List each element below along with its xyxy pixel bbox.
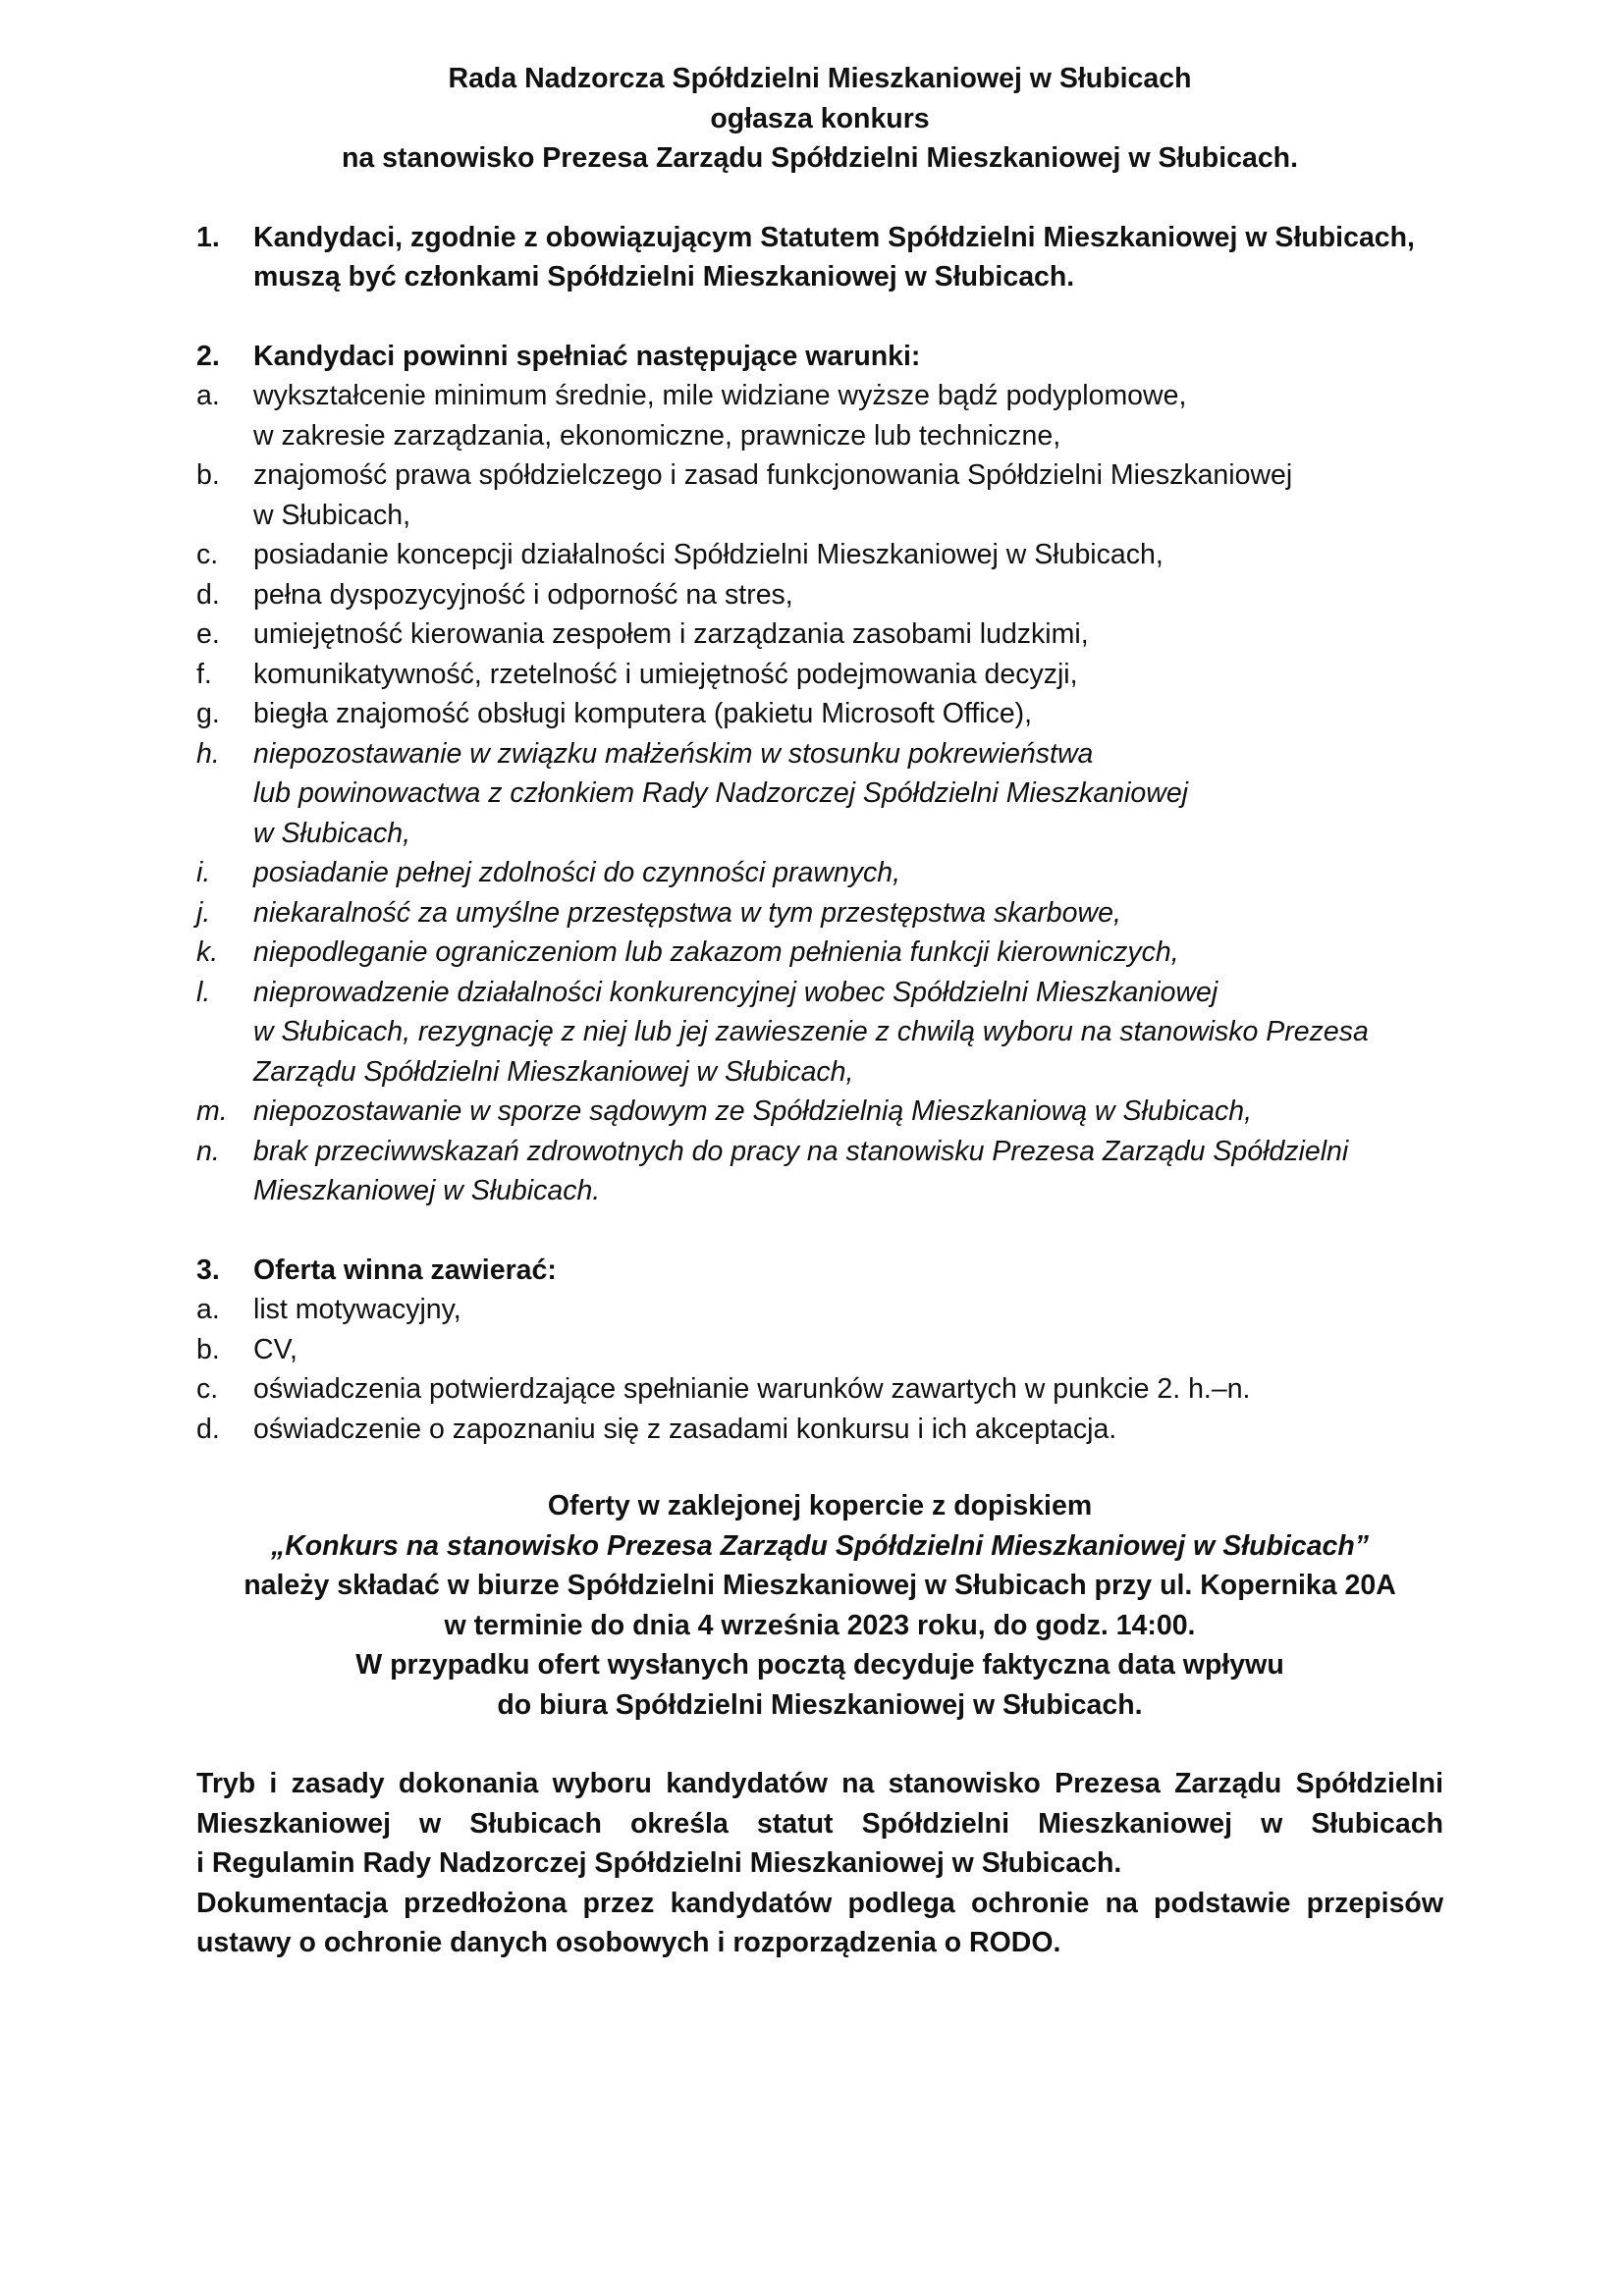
list-item <box>196 535 1443 575</box>
list-item <box>196 973 1443 1093</box>
list-item-marker: b. <box>196 1333 220 1365</box>
list-item-line: wykształcenie minimum średnie, mile widziane wyższe bądź podyplomowe, <box>253 380 1187 411</box>
list-item-marker: f. <box>196 658 212 690</box>
list-item-line: posiadanie pełnej zdolności do czynności prawnych, <box>253 857 901 888</box>
list-item-marker: l. <box>196 976 211 1008</box>
closing-line: Tryb i zasady dokonania wyboru kandydatów na stanowisko Prezesa Zarządu Spółdzielni <box>196 1768 1443 1799</box>
list-item-text <box>253 614 1443 655</box>
list-item <box>196 853 1443 893</box>
list-item-marker: a. <box>196 380 220 411</box>
heading-line-3: na stanowisko Prezesa Zarządu Spółdzielni Mieszkaniowej w Słubicach. <box>341 142 1299 174</box>
list-item-text <box>253 1132 1443 1211</box>
list-item <box>196 1290 1443 1330</box>
list-item-line: niepozostawanie w związku małżeńskim w stosunku pokrewieństwa <box>253 737 1094 770</box>
section-3-header <box>196 1251 1443 1291</box>
list-item-line: niekaralność za umyślne przestępstwa w tym przestępstwa skarbowe, <box>253 896 1121 929</box>
section-2-header <box>196 337 1443 377</box>
list-item-marker: h. <box>196 737 220 770</box>
list-item <box>196 1092 1443 1132</box>
list-item-text <box>253 694 1443 734</box>
list-item <box>196 893 1443 934</box>
list-item-text: list motywacyjny, <box>253 1294 461 1325</box>
list-item-line: niepodleganie ograniczeniom lub zakazom pełnienia funkcji kierowniczych, <box>253 936 1179 968</box>
list-item-line: niepozostawanie w sporze sądowym ze Spółdzielnią Mieszkaniową w Słubicach, <box>253 1095 1253 1127</box>
section-1-line-1: Kandydaci, zgodnie z obowiązującym Statutem Spółdzielni Mieszkaniowej w Słubicach, <box>253 221 1415 253</box>
list-item-marker: m. <box>196 1095 228 1127</box>
section-1 <box>196 218 1443 297</box>
list-item-marker: n. <box>196 1135 220 1167</box>
list-item-text <box>253 535 1443 575</box>
list-item-marker: c. <box>196 1373 219 1405</box>
list-item-line: biegła znajomość obsługi komputera (pakietu Microsoft Office), <box>253 698 1033 729</box>
section-2-title: Kandydaci powinni spełniać następujące warunki: <box>253 340 921 372</box>
heading-line-2: ogłasza konkurs <box>710 102 930 134</box>
list-item <box>196 1410 1443 1450</box>
list-item-line: w Słubicach, <box>253 499 410 531</box>
offers-line-5: W przypadku ofert wysłanych pocztą decyduje faktyczna data wpływu <box>355 1649 1284 1681</box>
list-item-marker: b. <box>196 459 220 491</box>
list-item-text <box>253 973 1443 1093</box>
list-item <box>196 614 1443 655</box>
section-2-list <box>196 376 1443 1211</box>
closing-line: ustawy o ochronie danych osobowych i rozporządzenia o RODO. <box>196 1927 1061 1958</box>
section-3-title: Oferta winna zawierać: <box>253 1254 557 1286</box>
list-item-line: w Słubicach, <box>253 817 410 849</box>
section-1-number: 1. <box>196 221 220 253</box>
section-3-number: 3. <box>196 1254 220 1286</box>
closing-line: i Regulamin Rady Nadzorczej Spółdzielni Mieszkaniowej w Słubicach. <box>196 1847 1122 1879</box>
list-item-line: nieprowadzenie działalności konkurencyjnej wobec Spółdzielni Mieszkaniowej <box>253 976 1218 1008</box>
list-item-text: oświadczenie o zapoznaniu się z zasadami konkursu i ich akceptacja. <box>253 1413 1117 1445</box>
list-item <box>196 1132 1443 1211</box>
offers-line-1: Oferty w zaklejonej kopercie z dopiskiem <box>547 1490 1093 1522</box>
list-item-text <box>253 1092 1443 1132</box>
heading-line-1: Rada Nadzorcza Spółdzielni Mieszkaniowej w Słubicach <box>448 63 1192 94</box>
list-item-marker: i. <box>196 857 211 888</box>
offers-block <box>196 1486 1443 1725</box>
list-item <box>196 734 1443 854</box>
section-3-list <box>196 1290 1443 1449</box>
list-item <box>196 655 1443 695</box>
list-item-marker: j. <box>196 896 211 929</box>
list-item-line: umiejętność kierowania zespołem i zarządzania zasobami ludzkimi, <box>253 618 1089 650</box>
list-item-marker: d. <box>196 1413 220 1445</box>
list-item <box>196 1330 1443 1370</box>
list-item-text <box>253 575 1443 615</box>
list-item-line: Zarządu Spółdzielni Mieszkaniowej w Słubicach, <box>253 1055 854 1088</box>
list-item-line: posiadanie koncepcji działalności Spółdzielni Mieszkaniowej w Słubicach, <box>253 539 1164 570</box>
list-item-marker: c. <box>196 539 219 570</box>
section-1-text <box>253 218 1443 297</box>
list-item-line: lub powinowactwa z członkiem Rady Nadzorczej Spółdzielni Mieszkaniowej <box>253 777 1189 809</box>
closing-line: Dokumentacja przedłożona przez kandydatów podlega ochronie na podstawie przepisów <box>196 1887 1443 1919</box>
offers-line-6: do biura Spółdzielni Mieszkaniowej w Słubicach. <box>497 1688 1143 1721</box>
list-item-text <box>253 455 1443 535</box>
list-item-line: komunikatywność, rzetelność i umiejętność podejmowania decyzji, <box>253 658 1078 690</box>
list-item-text: CV, <box>253 1333 298 1365</box>
list-item-marker: a. <box>196 1294 220 1325</box>
list-item <box>196 933 1443 973</box>
list-item-marker: d. <box>196 578 220 611</box>
section-2-number: 2. <box>196 340 220 372</box>
document-content <box>196 59 1443 1963</box>
list-item <box>196 455 1443 535</box>
list-item-line: znajomość prawa spółdzielczego i zasad funkcjonowania Spółdzielni Mieszkaniowej <box>253 459 1293 491</box>
list-item-text <box>253 734 1443 854</box>
list-item-marker: g. <box>196 698 220 729</box>
closing-paragraph-2 <box>196 1884 1443 1963</box>
list-item-text <box>253 893 1443 934</box>
list-item-line: w Słubicach, rezygnację z niej lub jej zawieszenie z chwilą wyboru na stanowisko Prezesa <box>253 1016 1369 1047</box>
list-item-text: oświadczenia potwierdzające spełnianie warunków zawartych w punkcie 2. h.–n. <box>253 1373 1251 1405</box>
list-item <box>196 1369 1443 1410</box>
offers-line-3: należy składać w biurze Spółdzielni Mieszkaniowej w Słubicach przy ul. Kopernika 20A <box>244 1570 1396 1601</box>
document-heading <box>196 59 1443 179</box>
section-1-line-2: muszą być członkami Spółdzielni Mieszkaniowej w Słubicach. <box>253 261 1075 293</box>
list-item-marker: e. <box>196 618 220 650</box>
list-item-text <box>253 853 1443 893</box>
list-item-line: Mieszkaniowej w Słubicach. <box>253 1175 601 1206</box>
closing-paragraph-1 <box>196 1764 1443 1884</box>
list-item-text <box>253 655 1443 695</box>
list-item <box>196 694 1443 734</box>
list-item-marker: k. <box>196 936 219 968</box>
list-item-line: brak przeciwwskazań zdrowotnych do pracy na stanowisku Prezesa Zarządu Spółdzielni <box>253 1135 1349 1167</box>
closing-line: Mieszkaniowej w Słubicach określa statut Spółdzielni Mieszkaniowej w Słubicach <box>196 1807 1443 1840</box>
list-item-line: w zakresie zarządzania, ekonomiczne, prawnicze lub techniczne, <box>253 419 1061 452</box>
offers-line-2: „Konkurs na stanowisko Prezesa Zarządu Spółdzielni Mieszkaniowej w Słubicach” <box>270 1529 1370 1562</box>
list-item <box>196 575 1443 615</box>
offers-line-4: w terminie do dnia 4 września 2023 roku, do godz. 14:00. <box>444 1609 1196 1641</box>
list-item-line: pełna dyspozycyjność i odporność na stres, <box>253 578 793 611</box>
list-item-text <box>253 376 1443 455</box>
list-item-text <box>253 933 1443 973</box>
list-item <box>196 376 1443 455</box>
